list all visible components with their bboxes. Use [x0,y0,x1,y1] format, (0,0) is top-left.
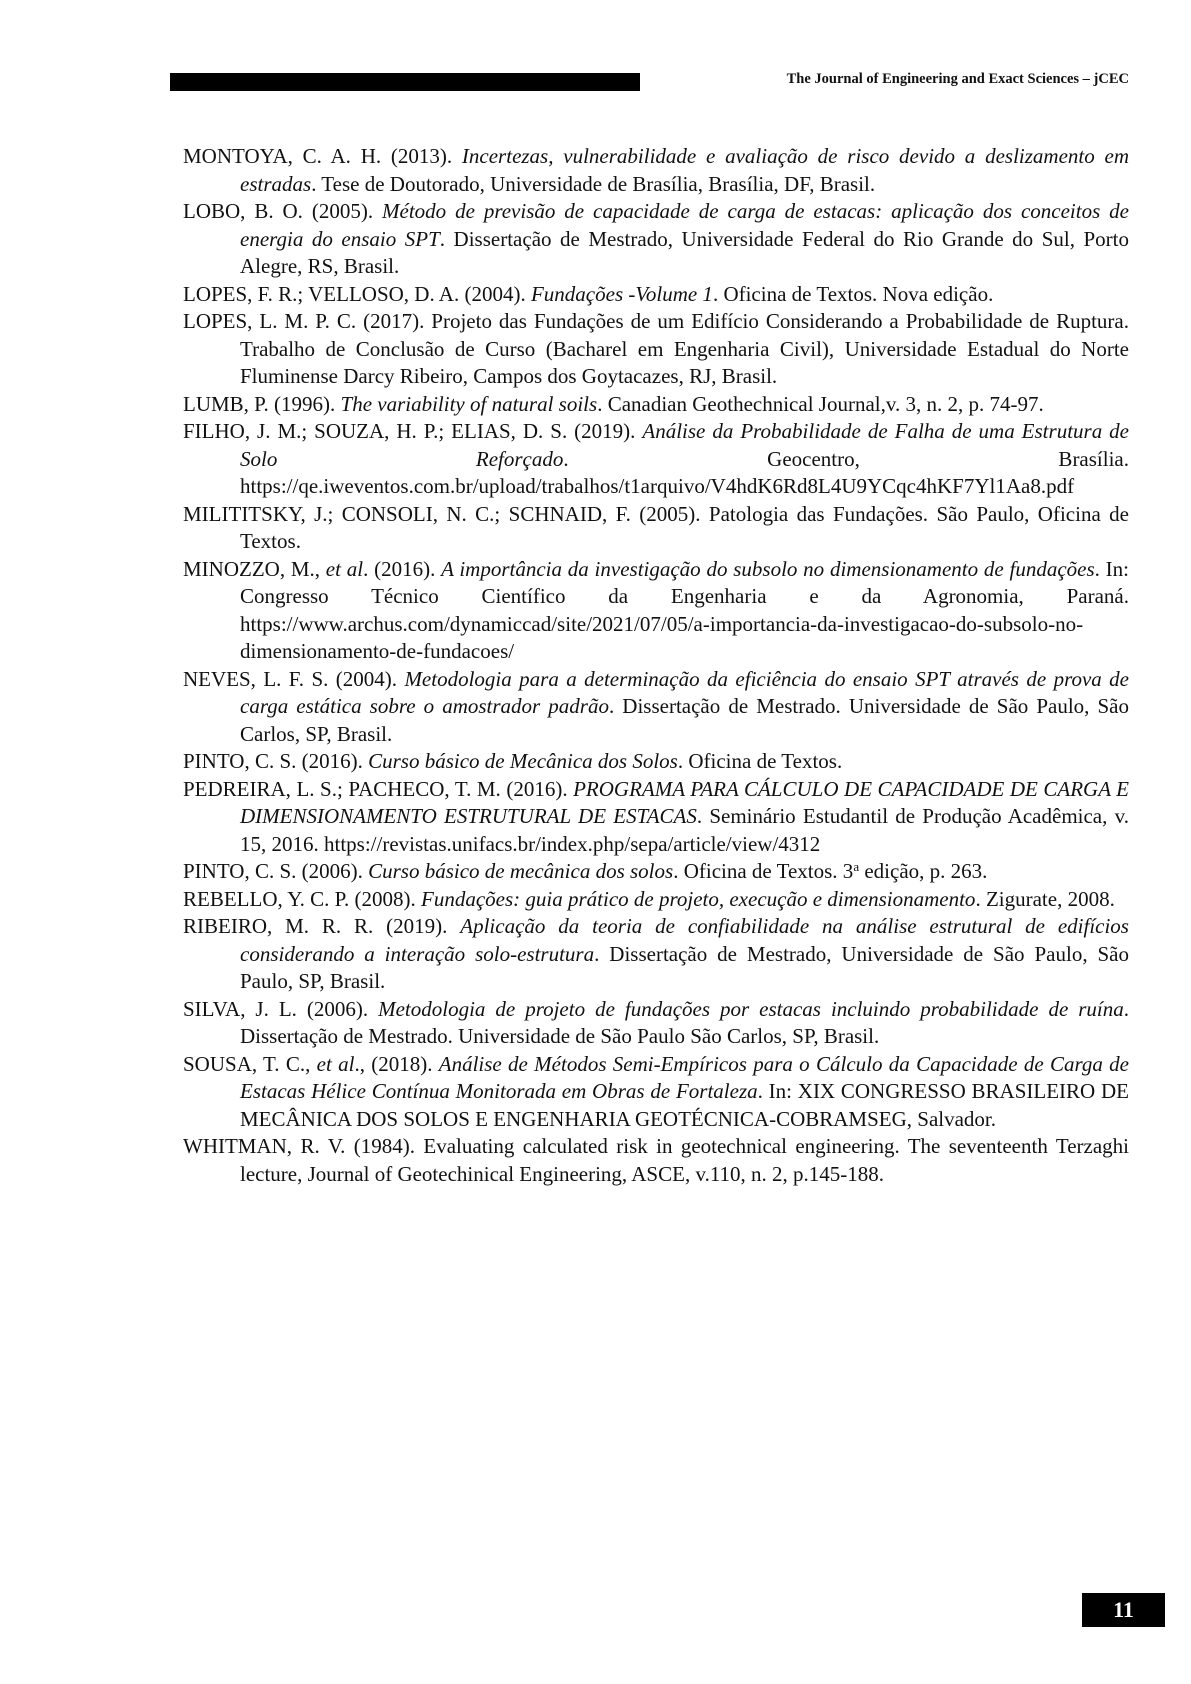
reference-text: . Oficina de Textos. [677,749,843,773]
reference-text: . In: XIX CONGRESSO BRASILEIRO DE MECÂNICA DOS SOLOS E ENGENHARIA GEOTÉCNICA-COBRAMSEG, Salvador. [240,1079,1129,1131]
reference-entry [183,996,1129,1051]
reference-text: LUMB, P. (1996). [183,391,341,416]
reference-entry [183,748,1129,776]
reference-text: REBELLO, Y. C. P. (2008). [183,886,422,911]
reference-text: . Tese de Doutorado, Universidade de Brasília, Brasília, DF, Brasil. [311,171,876,196]
reference-entry [183,886,1129,914]
reference-entry [183,281,1129,309]
reference-text: RIBEIRO, M. R. R. (2019). [183,914,461,938]
reference-entry [183,501,1129,556]
reference-text: SILVA, J. L. (2006). [183,996,379,1021]
reference-entry [183,418,1129,501]
reference-title: Metodologia de projeto de fundações por estacas incluindo probabilidade de ruína [378,996,1124,1021]
reference-superscript: a [853,859,860,874]
reference-entry [183,913,1129,996]
reference-text: LOPES, F. R.; VELLOSO, D. A. (2004). [183,281,531,306]
reference-title: et al [316,1051,355,1076]
reference-entry [183,776,1129,859]
reference-text: MILITITSKY, J.; CONSOLI, N. C.; SCHNAID, F. (2005). Patologia das Fundações. São Paulo, Oficina de Textos. [183,501,1129,553]
reference-text: . (2016). [363,556,442,581]
reference-title: Análise de Métodos Semi-Empíricos para o Cálculo da Capacidade de Carga de Estacas Hélice Contínua Monitorada em Obras de Fortaleza [240,1051,1129,1103]
reference-entry [183,198,1129,281]
reference-entry [183,556,1129,666]
reference-text: MONTOYA, C. A. H. (2013). [183,144,462,168]
reference-text: . Dissertação de Mestrado. Universidade de São Paulo São Carlos, SP, Brasil. [240,996,1129,1048]
reference-title: PROGRAMA PARA CÁLCULO DE CAPACIDADE DE CARGA E DIMENSIONAMENTO ESTRUTURAL DE ESTACAS [240,776,1130,828]
reference-text: . Seminário Estudantil de Produção Acadêmica, v. 15, 2016. https://revistas.unifacs.br/index.php/sepa/article/view/4312 [240,804,1129,856]
reference-entry [183,666,1129,749]
reference-text: . Geocentro, Brasília. https://qe.iweventos.com.br/upload/trabalhos/t1arquivo/V4hdK6Rd8L4U9YCqc4hKF7Yl1Aa8.pdf [240,446,1130,498]
header-bar [170,73,640,91]
reference-text: FILHO, J. M.; SOUZA, H. P.; ELIAS, D. S. (2019). [183,419,643,443]
reference-entry [183,391,1129,419]
reference-text: ., (2018). [354,1051,439,1076]
reference-text: PINTO, C. S. (2006). [183,859,369,883]
reference-title: Fundações: guia prático de projeto, execução e dimensionamento [421,886,976,911]
reference-list [183,143,1129,1188]
journal-title: The Journal of Engineering and Exact Sciences – jCEC [786,71,1129,87]
reference-entry [183,858,1129,886]
reference-text: . Oficina de Textos. 3 [673,859,854,883]
reference-entry [183,308,1129,391]
reference-text: . Canadian Geothechnical Journal,v. 3, n. 2, p. 74-97. [597,391,1044,416]
reference-text: PEDREIRA, L. S.; PACHECO, T. M. (2016). [183,776,574,801]
reference-text: . Zigurate, 2008. [975,886,1115,911]
reference-title: Curso básico de Mecânica dos Solos [368,749,678,773]
reference-title: Incertezas, vulnerabilidade e avaliação de risco devido a deslizamento em estradas [240,144,1129,196]
reference-title: The variability of natural soils [340,391,598,416]
reference-text: . Dissertação de Mestrado, Universidade Federal do Rio Grande do Sul, Porto Alegre, RS, Brasil. [240,226,1129,278]
reference-text: SOUSA, T. C., [183,1051,317,1076]
reference-text: LOBO, B. O. (2005). [183,199,383,223]
reference-text: MINOZZO, M., [183,556,326,581]
reference-text: NEVES, L. F. S. (2004). [183,666,405,691]
reference-text: . Dissertação de Mestrado. Universidade de São Paulo, São Carlos, SP, Brasil. [240,694,1129,746]
reference-text: LOPES, L. M. P. C. (2017). Projeto das Fundações de um Edifício Considerando a Probabilidade de Ruptura. Trabalho de Conclusão de Curso (Bacharel em Engenharia Civil), Universidade Estadual do Norte Fluminense Darcy Ribeiro, Campos dos Goytacazes, RJ, Brasil. [183,309,1129,388]
reference-title: Fundações -Volume 1 [530,281,713,306]
reference-text: WHITMAN, R. V. (1984). Evaluating calculated risk in geotechnical engineering. The seventeenth Terzaghi lecture, Journal of Geotechinical Engineering, ASCE, v.110, n. 2, p.145-188. [183,1134,1129,1186]
reference-text: PINTO, C. S. (2016). [183,749,369,773]
reference-title: Método de previsão de capacidade de carga de estacas: aplicação dos conceitos de energia do ensaio SPT [240,199,1129,251]
reference-entry [183,1051,1129,1134]
page-number: 11 [1082,1593,1165,1627]
reference-title: A importância da investigação do subsolo no dimensionamento de fundações [441,556,1095,581]
reference-text: . In: Congresso Técnico Científico da Engenharia e da Agronomia, Paraná. https://www.archus.com/dynamiccad/site/2021/07/05/a-importancia-da-investigacao-do-subsolo-no-dimensionamento-de-fundacoes/ [240,556,1129,663]
reference-entry [183,1133,1129,1188]
reference-title: Análise da Probabilidade de Falha de uma Estrutura de Solo Reforçado [240,419,1129,471]
reference-text: . Oficina de Textos. Nova edição. [712,281,994,306]
reference-entry [183,143,1129,198]
reference-title: Metodologia para a determinação da eficiência do ensaio SPT através de prova de carga estática sobre o amostrador padrão [240,666,1130,718]
reference-text: . Dissertação de Mestrado, Universidade de São Paulo, São Paulo, SP, Brasil. [240,941,1129,993]
reference-text: edição, p. 263. [859,859,988,883]
reference-title: et al [325,556,364,581]
reference-title: Curso básico de mecânica dos solos [368,859,674,883]
reference-title: Aplicação da teoria de confiabilidade na análise estrutural de edifícios considerando a interação solo-estrutura [240,914,1129,966]
